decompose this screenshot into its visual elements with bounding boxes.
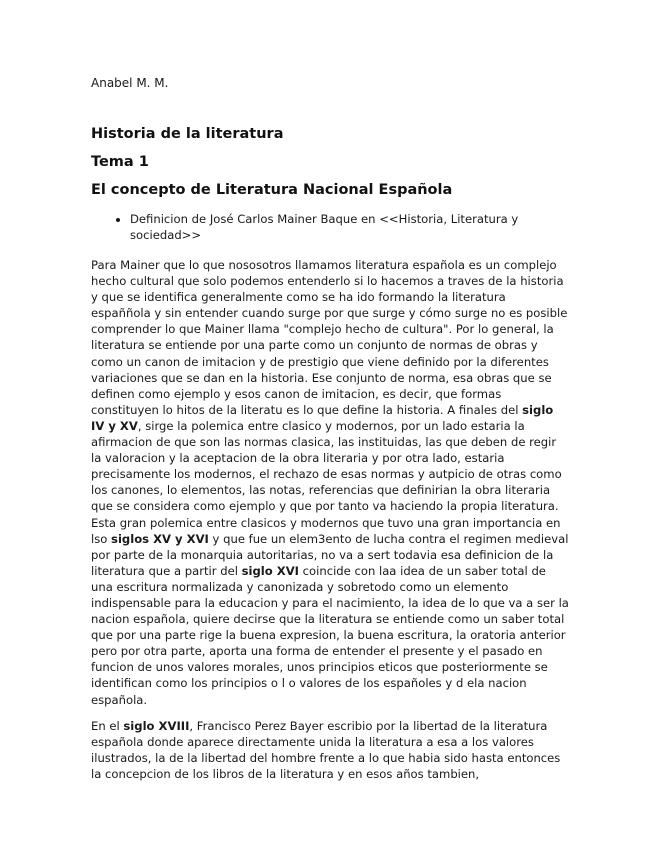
- bold-term: siglo XVIII: [123, 718, 190, 733]
- bold-term: siglo IV y XV: [91, 402, 554, 433]
- bold-term: siglo XVI: [241, 563, 299, 578]
- paragraph-text: Para Mainer que lo que nososotros llamamos literatura española es un complejo hecho cultural que solo podemos entenderlo si lo hacemos a traves de la historia y que se identifica generalmente como se ha ido formando la literatura españñola y sin entender cuando surge por que surge y cómo surge no es posible comprender lo que Mainer llama "complejo hecho de cultura". Por lo general, la literatura se entiende por una parte como un conjunto de normas de obras y como un canon de imitacion y de prestigio que viene definido por la diferentes variaciones que se dan en la historia. Ese conjunto de norma, esa obras que se definen como ejemplo y esos canon de imitacion, es decir, que formas constituyen lo hitos de la literatu es lo que define la historia. A finales del: [91, 258, 568, 417]
- document-page: [91, 76, 569, 792]
- topic-heading: Tema 1: [91, 154, 149, 170]
- paragraph-text: coincide con laa idea de un saber total de una escritura normalizada y canonizada y sobretodo como un elemento indispensable para la educacion y para el nacimiento, la idea de lo que va a ser la nacion española, quiere decirse que la literatura se entiende como un saber total que por una parte rige la buena expresion, la buena escritura, la oratoria anterior pero por otra parte, aporta una forma de entender el presente y el pasado en funcion de unos valores morales, unos principios eticos que posteriormente se identifican como los principios o l o valores de los españoles y d ela nacion española.: [91, 563, 569, 707]
- paragraph-text: , Francisco Perez Bayer escribio por la libertad de la literatura española donde aparece directamente unida la literatura a esa a los valores ilustrados, la de la libertad del hombre frente a lo que habia sido hasta entonces la concepcion de los libros de la literatura y en esos años tambien,: [91, 718, 561, 781]
- bullet-list: [91, 211, 569, 243]
- section-heading: El concepto de Literatura Nacional Española: [91, 182, 453, 198]
- paragraph-text: , sirge la polemica entre clasico y modernos, por un lado estaria la afirmacion de que son las normas clasica, las instituidas, las que deben de regir la valoracion y la aceptacion de la obra literaria y por otra lado, estaria precisamente los modernos, el rechazo de esas normas y autpicio de otras como los canones, lo elementos, las notas, referencias que definirian la obra literaria que se considera como ejemplo y que por tanto va haciendo la propia literatura. Esta gran polemica entre clasicos y modernos que tuvo una gran importancia en lso: [91, 418, 562, 546]
- paragraph-text: En el: [91, 718, 124, 733]
- bold-term: siglos XV y XVI: [111, 531, 209, 546]
- body-paragraph-1: [91, 257, 569, 708]
- author-name: Anabel M. M.: [91, 76, 169, 90]
- bullet-item: • Definicion de José Carlos Mainer Baque en <<Historia, Literatura y sociedad>>: [130, 211, 569, 243]
- course-heading: Historia de la literatura: [91, 126, 284, 142]
- body-paragraph-2: [91, 718, 569, 782]
- paragraph-text: y que fue un elem3ento de lucha contra el regimen medieval por parte de la monarquia autoritarias, no va a sert todavia esa definicion de la literatura que a partir del: [91, 531, 569, 578]
